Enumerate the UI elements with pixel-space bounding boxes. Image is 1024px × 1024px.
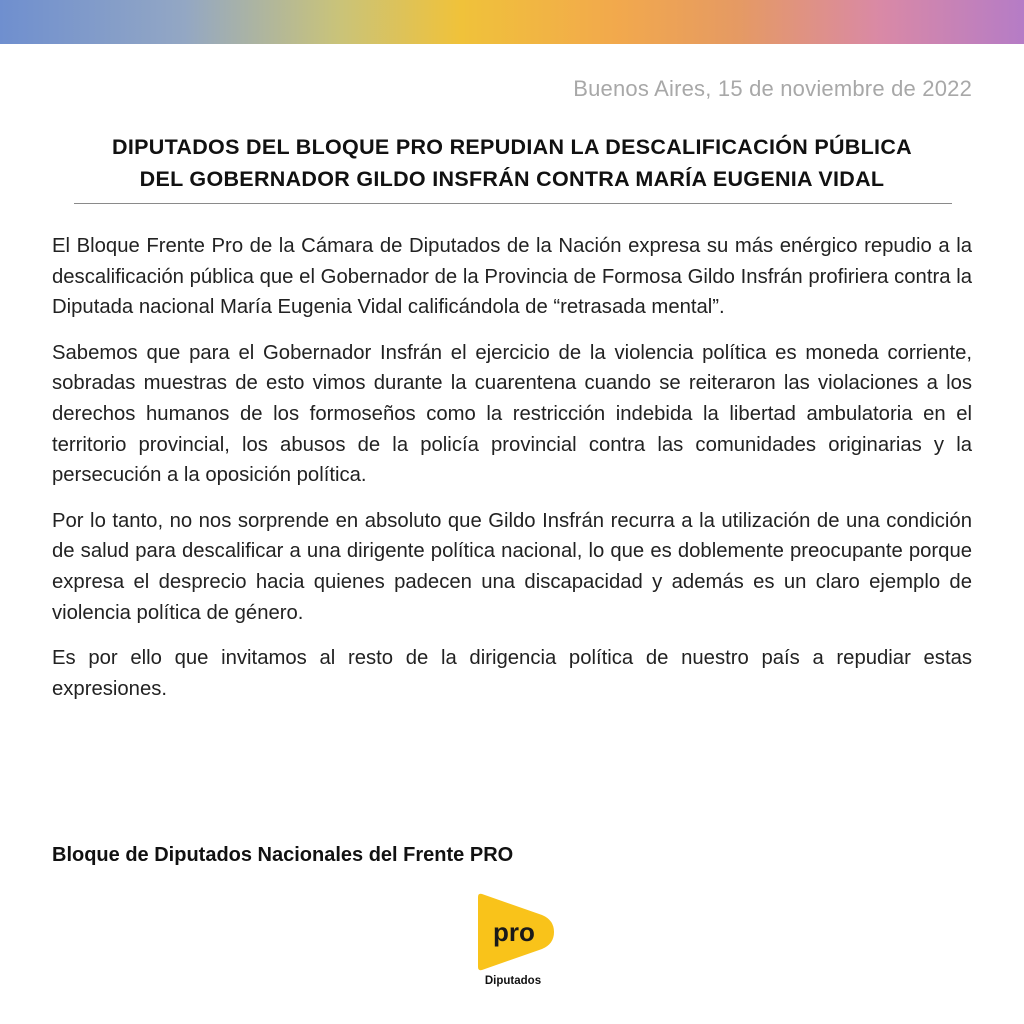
logo-label: Diputados: [484, 975, 542, 987]
headline-line-2: DEL GOBERNADOR GILDO INSFRÁN CONTRA MARÍA EUGENIA VIDAL: [139, 167, 885, 191]
paragraph-3: Por lo tanto, no nos sorprende en absoluto que Gildo Insfrán recurra a la utilización de una condición de salud para descalificar a una dirigente política nacional, lo que es doblemente preocupante porque expresa el desprecio hacia quienes padecen una discapacidad y además es un claro ejemplo de violencia política de género.: [52, 509, 972, 624]
top-gradient-band: [0, 0, 1024, 44]
signature: Bloque de Diputados Nacionales del Frente PRO: [52, 844, 514, 866]
paragraph-4: Es por ello que invitamos al resto de la dirigencia política de nuestro país a repudiar estas expresiones.: [52, 647, 972, 700]
paragraph-2: Sabemos que para el Gobernador Insfrán el ejercicio de la violencia política es moneda corriente, sobradas muestras de esto vimos durante la cuarentena cuando se reiteraron las violaciones a los derechos humanos de los formoseños como la restricción indebida la libertad ambulatoria en el territorio provincial, los abusos de la policía provincial contra las comunidades originarias y la persecución a la oposición política.: [52, 341, 972, 487]
headline-divider: [74, 203, 952, 204]
statement-body: [52, 231, 972, 719]
dateline: Buenos Aires, 15 de noviembre de 2022: [573, 76, 972, 101]
paragraph-1: El Bloque Frente Pro de la Cámara de Diputados de la Nación expresa su más enérgico repudio a la descalificación pública que el Gobernador de la Provincia de Formosa Gildo Insfrán profiriera contra la Diputada nacional María Eugenia Vidal calificándola de “retrasada mental”.: [52, 235, 972, 319]
headline: [40, 131, 984, 195]
headline-line-1: DIPUTADOS DEL BLOQUE PRO REPUDIAN LA DESCALIFICACIÓN PÚBLICA: [112, 135, 912, 159]
logo-wordmark: pro: [493, 917, 535, 947]
pro-logo-icon: [470, 889, 556, 975]
pro-diputados-logo: [470, 889, 560, 999]
